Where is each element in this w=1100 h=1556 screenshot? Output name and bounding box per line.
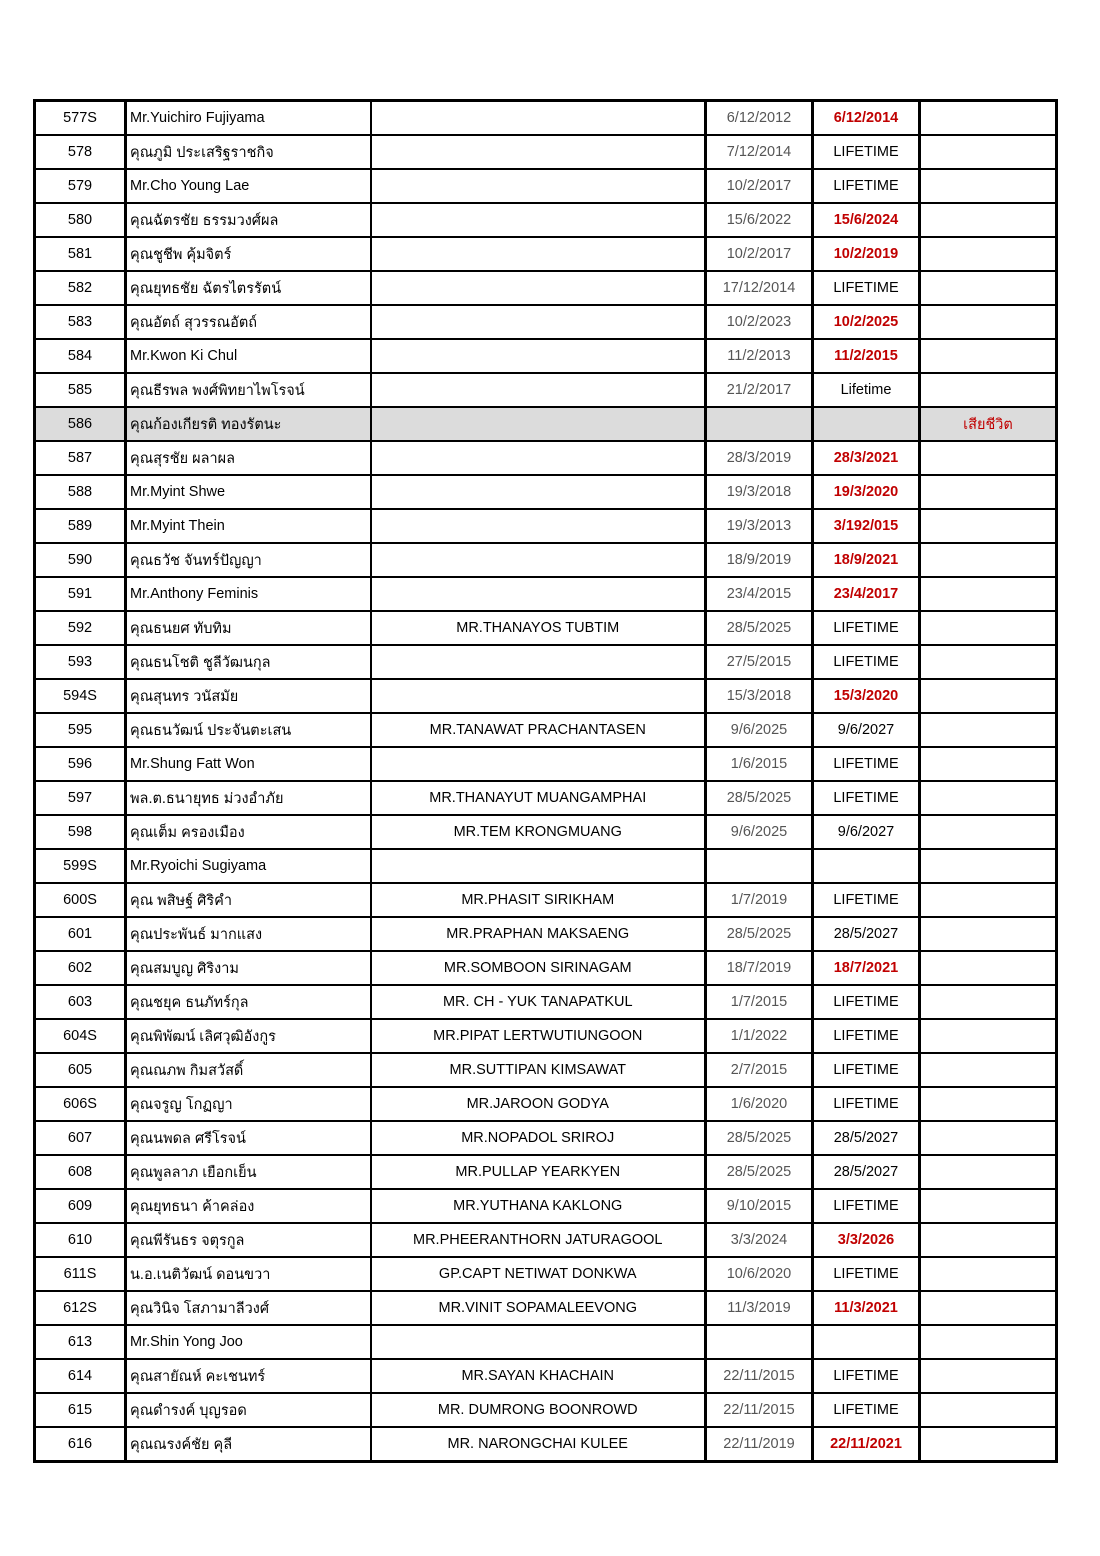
membership-end-date-cell: LIFETIME: [813, 135, 920, 169]
member-number-cell: 595: [35, 713, 126, 747]
member-table: [33, 99, 1058, 1463]
member-name-english-cell: [371, 203, 706, 237]
membership-end-date-cell: 23/4/2017: [813, 577, 920, 611]
remark-cell: [920, 1053, 1057, 1087]
member-number-cell: 583: [35, 305, 126, 339]
member-name-english-cell: MR.PRAPHAN MAKSAENG: [371, 917, 706, 951]
remark-cell: [920, 441, 1057, 475]
membership-start-date-cell: 11/3/2019: [706, 1291, 813, 1325]
table-row: [35, 407, 1057, 441]
member-name-thai-cell: คุณวินิจ โสภามาลีวงศ์: [126, 1291, 371, 1325]
remark-cell: [920, 1087, 1057, 1121]
member-name-english-cell: MR.SOMBOON SIRINAGAM: [371, 951, 706, 985]
remark-cell: [920, 1427, 1057, 1462]
membership-end-date-cell: 10/2/2019: [813, 237, 920, 271]
membership-start-date-cell: 7/12/2014: [706, 135, 813, 169]
membership-start-date-cell: 19/3/2018: [706, 475, 813, 509]
remark-cell: [920, 339, 1057, 373]
remark-cell: [920, 1359, 1057, 1393]
member-name-thai-cell: คุณชูชีพ คุ้มจิตร์: [126, 237, 371, 271]
membership-end-date-cell: 18/9/2021: [813, 543, 920, 577]
table-row: [35, 509, 1057, 543]
table-row: [35, 203, 1057, 237]
member-number-cell: 609: [35, 1189, 126, 1223]
membership-end-date-cell: LIFETIME: [813, 747, 920, 781]
member-number-cell: 610: [35, 1223, 126, 1257]
member-name-thai-cell: คุณณรงค์ชัย คุลี: [126, 1427, 371, 1462]
membership-end-date-cell: 15/6/2024: [813, 203, 920, 237]
membership-start-date-cell: 1/7/2019: [706, 883, 813, 917]
membership-start-date-cell: 6/12/2012: [706, 101, 813, 136]
membership-start-date-cell: 18/7/2019: [706, 951, 813, 985]
member-name-english-cell: [371, 1325, 706, 1359]
member-number-cell: 578: [35, 135, 126, 169]
member-number-cell: 579: [35, 169, 126, 203]
table-row: [35, 747, 1057, 781]
membership-end-date-cell: 11/2/2015: [813, 339, 920, 373]
member-number-cell: 603: [35, 985, 126, 1019]
table-row: [35, 339, 1057, 373]
remark-cell: [920, 1155, 1057, 1189]
member-number-cell: 585: [35, 373, 126, 407]
table-row: [35, 815, 1057, 849]
membership-start-date-cell: 15/3/2018: [706, 679, 813, 713]
member-name-english-cell: MR.SUTTIPAN KIMSAWAT: [371, 1053, 706, 1087]
membership-start-date-cell: 10/2/2023: [706, 305, 813, 339]
member-number-cell: 594S: [35, 679, 126, 713]
membership-start-date-cell: 28/5/2025: [706, 611, 813, 645]
member-name-english-cell: GP.CAPT NETIWAT DONKWA: [371, 1257, 706, 1291]
membership-start-date-cell: [706, 849, 813, 883]
table-row: [35, 475, 1057, 509]
membership-end-date-cell: 28/3/2021: [813, 441, 920, 475]
member-name-english-cell: [371, 441, 706, 475]
member-name-thai-cell: Mr.Cho Young Lae: [126, 169, 371, 203]
membership-end-date-cell: 19/3/2020: [813, 475, 920, 509]
member-number-cell: 586: [35, 407, 126, 441]
table-row: [35, 1121, 1057, 1155]
table-row: [35, 611, 1057, 645]
remark-cell: [920, 169, 1057, 203]
membership-end-date-cell: [813, 407, 920, 441]
member-number-cell: 581: [35, 237, 126, 271]
table-row: [35, 1359, 1057, 1393]
member-name-english-cell: [371, 305, 706, 339]
table-row: [35, 645, 1057, 679]
member-number-cell: 615: [35, 1393, 126, 1427]
member-number-cell: 582: [35, 271, 126, 305]
member-number-cell: 613: [35, 1325, 126, 1359]
member-name-english-cell: MR.NOPADOL SRIROJ: [371, 1121, 706, 1155]
member-number-cell: 598: [35, 815, 126, 849]
table-row: [35, 169, 1057, 203]
membership-start-date-cell: 28/5/2025: [706, 781, 813, 815]
member-name-thai-cell: คุณสุรชัย ผลาผล: [126, 441, 371, 475]
membership-end-date-cell: 11/3/2021: [813, 1291, 920, 1325]
table-row: [35, 1325, 1057, 1359]
table-row: [35, 679, 1057, 713]
membership-end-date-cell: 18/7/2021: [813, 951, 920, 985]
membership-start-date-cell: 1/6/2020: [706, 1087, 813, 1121]
membership-start-date-cell: 2/7/2015: [706, 1053, 813, 1087]
membership-end-date-cell: 28/5/2027: [813, 917, 920, 951]
member-name-english-cell: [371, 475, 706, 509]
member-name-english-cell: [371, 339, 706, 373]
table-row: [35, 543, 1057, 577]
member-name-thai-cell: คุณดำรงค์ บุญรอด: [126, 1393, 371, 1427]
remark-cell: [920, 373, 1057, 407]
membership-end-date-cell: Lifetime: [813, 373, 920, 407]
membership-start-date-cell: 1/7/2015: [706, 985, 813, 1019]
member-number-cell: 605: [35, 1053, 126, 1087]
remark-cell: [920, 509, 1057, 543]
member-name-english-cell: [371, 169, 706, 203]
remark-cell: เสียชีวิต: [920, 407, 1057, 441]
member-name-english-cell: MR.TANAWAT PRACHANTASEN: [371, 713, 706, 747]
remark-cell: [920, 237, 1057, 271]
remark-cell: [920, 203, 1057, 237]
member-name-english-cell: MR.SAYAN KHACHAIN: [371, 1359, 706, 1393]
member-number-cell: 614: [35, 1359, 126, 1393]
member-number-cell: 608: [35, 1155, 126, 1189]
table-row: [35, 781, 1057, 815]
membership-start-date-cell: 19/3/2013: [706, 509, 813, 543]
member-name-english-cell: [371, 373, 706, 407]
table-row: [35, 985, 1057, 1019]
table-row: [35, 1155, 1057, 1189]
remark-cell: [920, 271, 1057, 305]
remark-cell: [920, 679, 1057, 713]
membership-end-date-cell: LIFETIME: [813, 781, 920, 815]
remark-cell: [920, 1019, 1057, 1053]
membership-start-date-cell: 1/6/2015: [706, 747, 813, 781]
member-name-thai-cell: คุณสุนทร วนัสมัย: [126, 679, 371, 713]
membership-end-date-cell: LIFETIME: [813, 1019, 920, 1053]
membership-start-date-cell: 21/2/2017: [706, 373, 813, 407]
table-row: [35, 883, 1057, 917]
membership-start-date-cell: 22/11/2015: [706, 1393, 813, 1427]
membership-end-date-cell: 3/192/015: [813, 509, 920, 543]
table-row: [35, 577, 1057, 611]
member-name-english-cell: MR.TEM KRONGMUANG: [371, 815, 706, 849]
member-name-thai-cell: คุณธนยศ ทับทิม: [126, 611, 371, 645]
member-name-english-cell: [371, 271, 706, 305]
table-row: [35, 951, 1057, 985]
membership-end-date-cell: 9/6/2027: [813, 713, 920, 747]
membership-end-date-cell: 9/6/2027: [813, 815, 920, 849]
member-name-english-cell: [371, 237, 706, 271]
table-row: [35, 1427, 1057, 1462]
member-number-cell: 602: [35, 951, 126, 985]
member-number-cell: 606S: [35, 1087, 126, 1121]
member-name-english-cell: [371, 543, 706, 577]
member-number-cell: 611S: [35, 1257, 126, 1291]
member-name-english-cell: MR. NARONGCHAI KULEE: [371, 1427, 706, 1462]
remark-cell: [920, 849, 1057, 883]
remark-cell: [920, 1223, 1057, 1257]
membership-start-date-cell: 9/6/2025: [706, 815, 813, 849]
member-name-english-cell: MR. CH - YUK TANAPATKUL: [371, 985, 706, 1019]
remark-cell: [920, 645, 1057, 679]
membership-end-date-cell: 6/12/2014: [813, 101, 920, 136]
membership-end-date-cell: 28/5/2027: [813, 1121, 920, 1155]
member-number-cell: 591: [35, 577, 126, 611]
member-name-thai-cell: คุณ พสิษฐ์ ศิริคำ: [126, 883, 371, 917]
member-name-english-cell: MR.THANAYUT MUANGAMPHAI: [371, 781, 706, 815]
membership-end-date-cell: [813, 1325, 920, 1359]
member-name-thai-cell: คุณธนวัฒน์ ประจันตะเสน: [126, 713, 371, 747]
remark-cell: [920, 951, 1057, 985]
member-name-thai-cell: คุณสมบูญ ศิริงาม: [126, 951, 371, 985]
member-number-cell: 592: [35, 611, 126, 645]
remark-cell: [920, 1325, 1057, 1359]
member-name-thai-cell: คุณพูลลาภ เยือกเย็น: [126, 1155, 371, 1189]
member-number-cell: 601: [35, 917, 126, 951]
membership-start-date-cell: 1/1/2022: [706, 1019, 813, 1053]
membership-end-date-cell: LIFETIME: [813, 985, 920, 1019]
membership-end-date-cell: LIFETIME: [813, 611, 920, 645]
membership-start-date-cell: 10/2/2017: [706, 237, 813, 271]
member-name-thai-cell: Mr.Ryoichi Sugiyama: [126, 849, 371, 883]
member-number-cell: 597: [35, 781, 126, 815]
remark-cell: [920, 475, 1057, 509]
membership-end-date-cell: LIFETIME: [813, 169, 920, 203]
member-name-thai-cell: คุณอัตถ์ สุวรรณอัตถ์: [126, 305, 371, 339]
membership-start-date-cell: [706, 407, 813, 441]
membership-start-date-cell: 15/6/2022: [706, 203, 813, 237]
remark-cell: [920, 1257, 1057, 1291]
member-number-cell: 589: [35, 509, 126, 543]
remark-cell: [920, 747, 1057, 781]
member-name-thai-cell: Mr.Yuichiro Fujiyama: [126, 101, 371, 136]
member-name-english-cell: MR. DUMRONG BOONROWD: [371, 1393, 706, 1427]
remark-cell: [920, 1189, 1057, 1223]
membership-end-date-cell: LIFETIME: [813, 1189, 920, 1223]
member-name-thai-cell: น.อ.เนติวัฒน์ ดอนขวา: [126, 1257, 371, 1291]
member-name-thai-cell: คุณพีรันธร จตุรกูล: [126, 1223, 371, 1257]
remark-cell: [920, 713, 1057, 747]
membership-start-date-cell: 28/5/2025: [706, 917, 813, 951]
table-row: [35, 1393, 1057, 1427]
member-number-cell: 588: [35, 475, 126, 509]
table-row: [35, 271, 1057, 305]
membership-end-date-cell: LIFETIME: [813, 1393, 920, 1427]
remark-cell: [920, 611, 1057, 645]
member-name-english-cell: MR.PHEERANTHORN JATURAGOOL: [371, 1223, 706, 1257]
table-row: [35, 1019, 1057, 1053]
remark-cell: [920, 1121, 1057, 1155]
table-row: [35, 849, 1057, 883]
member-name-english-cell: MR.YUTHANA KAKLONG: [371, 1189, 706, 1223]
member-name-english-cell: [371, 407, 706, 441]
membership-start-date-cell: 9/10/2015: [706, 1189, 813, 1223]
membership-end-date-cell: 28/5/2027: [813, 1155, 920, 1189]
member-name-thai-cell: คุณธวัช จันทร์ปัญญา: [126, 543, 371, 577]
member-name-thai-cell: คุณสายัณห์ คะเชนทร์: [126, 1359, 371, 1393]
member-name-thai-cell: คุณยุทธนา ค้าคล่อง: [126, 1189, 371, 1223]
member-number-cell: 584: [35, 339, 126, 373]
membership-start-date-cell: 27/5/2015: [706, 645, 813, 679]
member-number-cell: 607: [35, 1121, 126, 1155]
remark-cell: [920, 781, 1057, 815]
remark-cell: [920, 1291, 1057, 1325]
member-name-thai-cell: พล.ต.ธนายุทธ ม่วงอำภัย: [126, 781, 371, 815]
membership-end-date-cell: LIFETIME: [813, 1257, 920, 1291]
member-name-thai-cell: คุณประพันธ์ มากแสง: [126, 917, 371, 951]
remark-cell: [920, 101, 1057, 136]
table-row: [35, 713, 1057, 747]
membership-end-date-cell: LIFETIME: [813, 645, 920, 679]
table-row: [35, 1291, 1057, 1325]
member-name-english-cell: MR.THANAYOS TUBTIM: [371, 611, 706, 645]
table-row: [35, 1223, 1057, 1257]
membership-start-date-cell: 10/6/2020: [706, 1257, 813, 1291]
member-name-thai-cell: Mr.Myint Thein: [126, 509, 371, 543]
member-number-cell: 600S: [35, 883, 126, 917]
member-name-thai-cell: Mr.Myint Shwe: [126, 475, 371, 509]
remark-cell: [920, 815, 1057, 849]
member-table-body: [35, 101, 1057, 1462]
table-row: [35, 1189, 1057, 1223]
table-row: [35, 373, 1057, 407]
member-name-english-cell: [371, 679, 706, 713]
table-row: [35, 441, 1057, 475]
member-name-english-cell: [371, 509, 706, 543]
member-name-thai-cell: คุณภูมิ ประเสริฐราชกิจ: [126, 135, 371, 169]
membership-start-date-cell: 23/4/2015: [706, 577, 813, 611]
membership-start-date-cell: 17/12/2014: [706, 271, 813, 305]
member-number-cell: 587: [35, 441, 126, 475]
membership-end-date-cell: 15/3/2020: [813, 679, 920, 713]
remark-cell: [920, 305, 1057, 339]
remark-cell: [920, 1393, 1057, 1427]
membership-start-date-cell: 28/5/2025: [706, 1121, 813, 1155]
remark-cell: [920, 883, 1057, 917]
member-name-thai-cell: คุณณภพ กิมสวัสดิ์: [126, 1053, 371, 1087]
member-name-english-cell: MR.JAROON GODYA: [371, 1087, 706, 1121]
member-name-thai-cell: คุณจรูญ โกฏญา: [126, 1087, 371, 1121]
member-number-cell: 604S: [35, 1019, 126, 1053]
membership-start-date-cell: 28/3/2019: [706, 441, 813, 475]
table-row: [35, 101, 1057, 136]
table-row: [35, 1257, 1057, 1291]
member-name-thai-cell: คุณก้องเกียรติ ทองรัตนะ: [126, 407, 371, 441]
member-name-english-cell: [371, 135, 706, 169]
member-name-english-cell: [371, 747, 706, 781]
membership-end-date-cell: [813, 849, 920, 883]
member-name-thai-cell: คุณฉัตรชัย ธรรมวงศ์ผล: [126, 203, 371, 237]
member-name-english-cell: MR.VINIT SOPAMALEEVONG: [371, 1291, 706, 1325]
member-name-thai-cell: คุณชยุค ธนภัทร์กุล: [126, 985, 371, 1019]
table-row: [35, 237, 1057, 271]
membership-end-date-cell: LIFETIME: [813, 1359, 920, 1393]
member-name-english-cell: MR.PULLAP YEARKYEN: [371, 1155, 706, 1189]
membership-start-date-cell: 9/6/2025: [706, 713, 813, 747]
membership-end-date-cell: LIFETIME: [813, 1053, 920, 1087]
membership-start-date-cell: 22/11/2019: [706, 1427, 813, 1462]
member-name-english-cell: [371, 645, 706, 679]
table-row: [35, 1053, 1057, 1087]
membership-start-date-cell: 11/2/2013: [706, 339, 813, 373]
remark-cell: [920, 577, 1057, 611]
membership-start-date-cell: [706, 1325, 813, 1359]
member-name-english-cell: [371, 101, 706, 136]
membership-end-date-cell: LIFETIME: [813, 1087, 920, 1121]
member-name-english-cell: MR.PHASIT SIRIKHAM: [371, 883, 706, 917]
member-number-cell: 580: [35, 203, 126, 237]
membership-end-date-cell: 22/11/2021: [813, 1427, 920, 1462]
member-name-thai-cell: คุณธนโชติ ชูลีวัฒนกุล: [126, 645, 371, 679]
membership-end-date-cell: 3/3/2026: [813, 1223, 920, 1257]
membership-end-date-cell: LIFETIME: [813, 883, 920, 917]
table-row: [35, 917, 1057, 951]
member-name-thai-cell: คุณนพดล ศรีโรจน์: [126, 1121, 371, 1155]
membership-start-date-cell: 28/5/2025: [706, 1155, 813, 1189]
table-row: [35, 305, 1057, 339]
member-number-cell: 599S: [35, 849, 126, 883]
member-number-cell: 577S: [35, 101, 126, 136]
remark-cell: [920, 543, 1057, 577]
member-name-thai-cell: Mr.Kwon Ki Chul: [126, 339, 371, 373]
membership-start-date-cell: 10/2/2017: [706, 169, 813, 203]
member-name-thai-cell: Mr.Anthony Feminis: [126, 577, 371, 611]
member-number-cell: 596: [35, 747, 126, 781]
member-name-thai-cell: คุณเต็ม ครองเมือง: [126, 815, 371, 849]
table-row: [35, 1087, 1057, 1121]
remark-cell: [920, 985, 1057, 1019]
membership-start-date-cell: 22/11/2015: [706, 1359, 813, 1393]
member-number-cell: 612S: [35, 1291, 126, 1325]
membership-start-date-cell: 3/3/2024: [706, 1223, 813, 1257]
remark-cell: [920, 917, 1057, 951]
membership-start-date-cell: 18/9/2019: [706, 543, 813, 577]
member-name-english-cell: [371, 849, 706, 883]
member-name-english-cell: MR.PIPAT LERTWUTIUNGOON: [371, 1019, 706, 1053]
table-row: [35, 135, 1057, 169]
member-name-thai-cell: Mr.Shung Fatt Won: [126, 747, 371, 781]
membership-end-date-cell: 10/2/2025: [813, 305, 920, 339]
member-name-thai-cell: คุณยุทธชัย ฉัตรไตรรัตน์: [126, 271, 371, 305]
member-name-thai-cell: คุณพิพัฒน์ เลิศวุฒิอังกูร: [126, 1019, 371, 1053]
remark-cell: [920, 135, 1057, 169]
member-name-thai-cell: คุณธีรพล พงศ์พิทยาไพโรจน์: [126, 373, 371, 407]
member-number-cell: 590: [35, 543, 126, 577]
member-name-english-cell: [371, 577, 706, 611]
member-name-thai-cell: Mr.Shin Yong Joo: [126, 1325, 371, 1359]
member-number-cell: 616: [35, 1427, 126, 1462]
member-number-cell: 593: [35, 645, 126, 679]
membership-end-date-cell: LIFETIME: [813, 271, 920, 305]
